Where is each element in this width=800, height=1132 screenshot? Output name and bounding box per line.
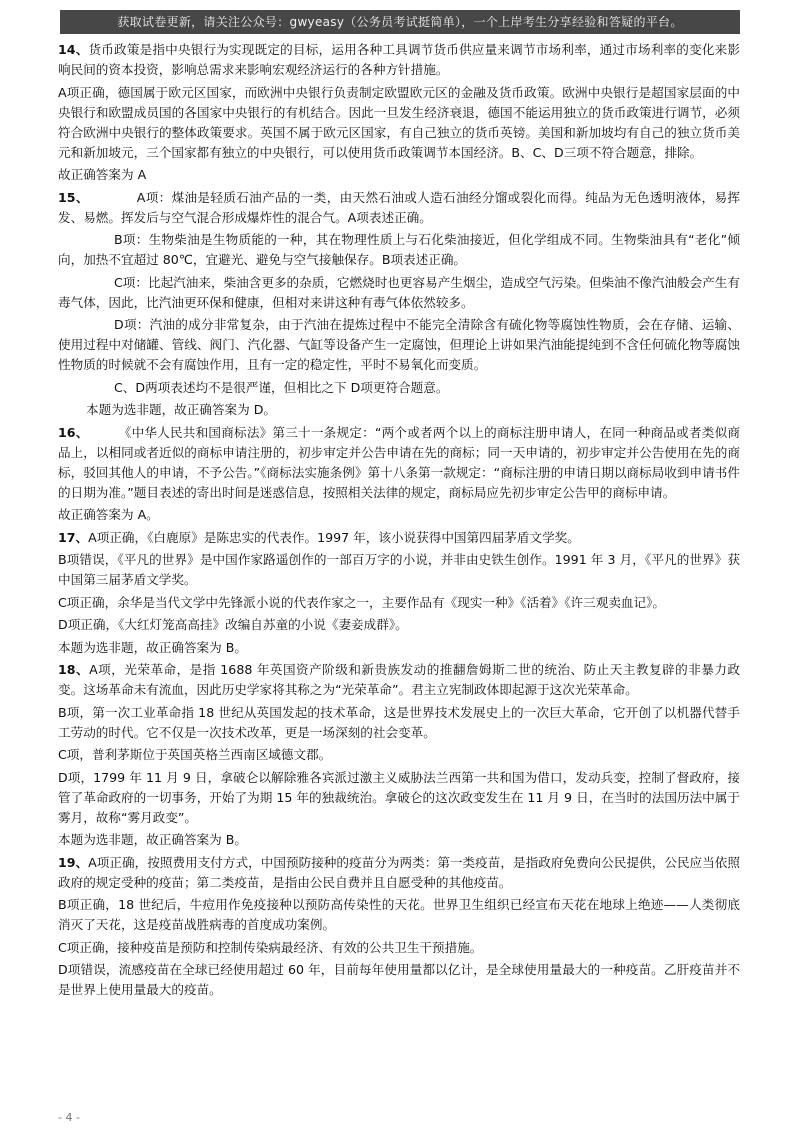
q15-number: 15、 bbox=[58, 189, 89, 205]
q14-number: 14、 bbox=[58, 42, 89, 57]
q14-answer: 故正确答案为 A bbox=[58, 167, 147, 182]
promo-banner: 获取试卷更新，请关注公众号：gwyeasy（公务员考试挺简单），一个上岸考生分享经验和答疑的平台。 bbox=[60, 10, 740, 34]
q17-option-b: B项错误，《平凡的世界》是中国作家路遥创作的一部百万字的小说，并非由史铁生创作。1991 年 3 月，《平凡的世界》获中国第三届茅盾文学奖。 bbox=[58, 552, 740, 587]
q15-option-a bbox=[58, 188, 740, 228]
answer-explanations bbox=[58, 40, 740, 1003]
q17-option-d: D项正确，《大红灯笼高高挂》改编自苏童的小说《妻妾成群》。 bbox=[58, 617, 408, 632]
q19-option-c: C项正确，接种疫苗是预防和控制传染病最经济、有效的公共卫生干预措施。 bbox=[58, 939, 483, 955]
q17-option-a bbox=[58, 528, 740, 548]
q18-option-b: B项，第一次工业革命指 18 世纪从英国发起的技术革命，这是世界技术发展史上的一次巨大革命，它开创了以机器代替手工劳动的时代。它不仅是一次技术改革，更是一场深刻的社会变革。 bbox=[58, 704, 740, 740]
q16-answer: 故正确答案为 A。 bbox=[58, 507, 159, 522]
q14-stem bbox=[58, 40, 740, 80]
q17-option-a-text: A项正确，《白鹿原》是陈忠实的代表作。1997 年，该小说获得中国第四届茅盾文学奖。 bbox=[88, 529, 580, 545]
q19-option-b: B项正确，18 世纪后，牛痘用作免疫接种以预防高传染性的天花。世界卫生组织已经宣布天花在地球上绝迹——人类彻底消灭了天花，这是疫苗战胜病毒的首度成功案例。 bbox=[58, 897, 740, 932]
q18-option-d: D项，1799 年 11 月 9 日，拿破仑以解除雅各宾派过激主义威胁法兰西第一共和国为借口，发动兵变，控制了督政府，接管了革命政府的一切事务，开始了为期 15 年的独裁统治。拿破仑的这次政变发生在 11 月 9 日，在当时的法国历法中属于雾月，故称“雾月政变”。 bbox=[58, 769, 740, 825]
q18-number: 18、 bbox=[58, 662, 90, 677]
q16-body bbox=[58, 423, 740, 503]
q17-option-c: C项正确，余华是当代文学中先锋派小说的代表作家之一，主要作品有《现实一种》《活着》《许三观卖血记》。 bbox=[58, 594, 665, 610]
q15-answer: 本题为选非题，故正确答案为 D。 bbox=[86, 402, 277, 417]
page-number: - 4 - bbox=[58, 1111, 80, 1124]
q14-stem-text: 货币政策是指中央银行为实现既定的目标，运用各种工具调节货币供应量来调节市场利率，通过市场利率的变化来影响民间的资本投资，影响总需求来影响宏观经济运行的各种方针措施。 bbox=[58, 42, 741, 77]
q18-answer: 本题为选非题，故正确答案为 B。 bbox=[58, 832, 247, 847]
q16-number: 16、 bbox=[58, 424, 89, 440]
q16-body-text: 《中华人民共和国商标法》第三十一条规定：“两个或者两个以上的商标注册申请人，在同一种商品或者类似商品上，以相同或者近似的商标申请注册的，初步审定并公告申请在先的商标；同一天申请的，初步审定并公告使用在先的商标，驳回其他人的申请，不予公告。”《商标法实施条例》第十八条第一款规定：“商标注册的申请日期以商标局收到申请书件的日期为准。”题目表述的寄出时间是迷惑信息，按照相关法律的规定，商标局应先初步审定公告甲的商标申请。 bbox=[58, 424, 740, 500]
q18-option-c: C项，普利茅斯位于英国英格兰西南区域德文郡。 bbox=[58, 747, 332, 762]
q15-option-c: C项：比起汽油来，柴油含更多的杂质，它燃烧时也更容易产生烟尘，造成空气污染。但柴油不像汽油般会产生有毒气体，因此，比汽油更环保和健康，但相对来讲这种有毒气体依然较多。 bbox=[58, 274, 740, 310]
q15-option-d: D项：汽油的成分非常复杂，由于汽油在提炼过程中不能完全清除含有硫化物等腐蚀性物质，会在存储、运输、使用过程中对储罐、管线、阀门、汽化器、气缸等设备产生一定腐蚀，但理论上讲如果汽油能提纯到不含任何硫化物等腐蚀性物质的时候就不会有腐蚀作用，且有一定的稳定性，平时不易氧化而变质。 bbox=[58, 317, 740, 372]
q15-option-a-text: A项：煤油是轻质石油产品的一类，由天然石油或人造石油经分馏或裂化而得。纯品为无色透明液体，易挥发、易燃。挥发后与空气混合形成爆炸性的混合气。A项表述正确。 bbox=[58, 189, 740, 225]
q19-number: 19、 bbox=[58, 854, 89, 870]
q19-option-a bbox=[58, 853, 740, 893]
q15-option-b: B项：生物柴油是生物质能的一种，其在物理性质上与石化柴油接近，但化学组成不同。生物柴油具有“老化”倾向，加热不宜超过 80℃，宜避光、避免与空气接触保存。B项表述正确。 bbox=[58, 232, 740, 267]
q17-answer: 本题为选非题，故正确答案为 B。 bbox=[58, 639, 247, 655]
q17-number: 17、 bbox=[58, 529, 89, 545]
q18-option-a-text: A项，光荣革命，是指 1688 年英国资产阶级和新贵族发动的推翻詹姆斯二世的统治、防止天主教复辟的非暴力政变。这场革命未有流血，因此历史学家将其称之为“光荣革命”。君主立宪制政体即起源于这次光荣革命。 bbox=[58, 662, 740, 697]
q19-option-a-text: A项正确，按照费用支付方式，中国预防接种的疫苗分为两类：第一类疫苗，是指政府免费向公民提供，公民应当依照政府的规定受种的疫苗；第二类疫苗，是指由公民自费并且自愿受种的其他疫苗。 bbox=[58, 854, 740, 890]
q19-option-d: D项错误，流感疫苗在全球已经使用超过 60 年，目前每年使用量都以亿计，是全球使用量最大的一种疫苗。乙肝疫苗并不是世界上使用量最大的疫苗。 bbox=[58, 962, 740, 997]
q18-option-a bbox=[58, 660, 740, 700]
q15-comparison: C、D两项表述均不是很严谨，但相比之下 D项更符合题意。 bbox=[114, 379, 449, 395]
q14-analysis: A项正确，德国属于欧元区国家，而欧洲中央银行负责制定欧盟欧元区的金融及货币政策。欧洲中央银行是超国家层面的中央银行和欧盟成员国的各国家中央银行的有机结合。因此一旦发生经济衰退，德国不能运用独立的货币政策进行调节，必须符合欧洲中央银行的整体政策要求。英国不属于欧元区国家，有自己独立的货币英镑。美国和新加坡均有自己的独立货币美元和新加坡元，三个国家都有独立的中央银行，可以使用货币政策调节本国经济。B、C、D三项不符合题意，排除。 bbox=[58, 84, 740, 160]
